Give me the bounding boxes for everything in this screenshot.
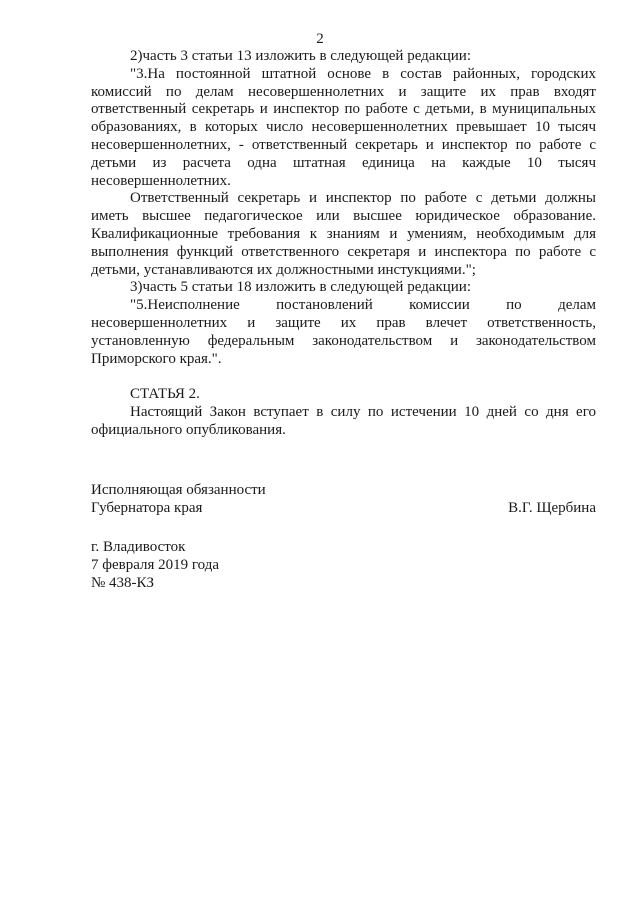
document-body [91, 48, 596, 440]
amendment-text-qualifications: Ответственный секретарь и инспектор по работе с детьми должны иметь высшее педагогическое или высшее юридическое образование. Квалификационные требования к знаниям и умениям, необходимым для выполнения функций ответственного секретаря и инспектора по работе с детьми, устанавливаются их должностными инстукциями."; [91, 190, 596, 278]
signature-block [91, 482, 596, 518]
amendment-item-2: 2)часть 3 статьи 13 изложить в следующей редакции: [130, 48, 471, 64]
article-title: СТАТЬЯ 2. [130, 386, 200, 403]
amendment-text-part5-article18: "5.Неисполнение постановлений комиссии по делам несовершеннолетних и защите их прав влечет ответственность, установленную федеральным законодательством и законодательством Приморского края.". [91, 297, 596, 367]
adoption-date: 7 февраля 2019 года [91, 556, 220, 573]
law-number: № 438-КЗ [91, 574, 155, 591]
signatory-name: В.Г. Щербина [508, 499, 596, 516]
page-number: 2 [316, 31, 324, 47]
article-text: Настоящий Закон вступает в силу по истечении 10 дней со дня его официального опубликования. [91, 404, 596, 438]
city: г. Владивосток [91, 539, 186, 555]
signatory-position-line1: Исполняющая обязанности [91, 482, 266, 498]
spacer [91, 368, 596, 386]
signatory-position-line2: Губернатора края [91, 499, 203, 516]
amendment-text-part3-article13: "3.На постоянной штатной основе в состав районных, городских комиссий по делам несовершеннолетних и защите их прав входят ответственный секретарь и инспектор по работе с детьми, в муниципальных образованиях, в которых число несовершеннолетних превышает 10 тысяч несовершеннолетних, - ответственный секретарь и инспектор по работе с детьми из расчета одна штатная единица на каждые 10 тысяч несовершеннолетних. [91, 65, 596, 189]
place-date-block [91, 539, 596, 592]
amendment-item-3: 3)часть 5 статьи 18 изложить в следующей редакции: [130, 279, 471, 296]
signature-row [91, 500, 596, 518]
